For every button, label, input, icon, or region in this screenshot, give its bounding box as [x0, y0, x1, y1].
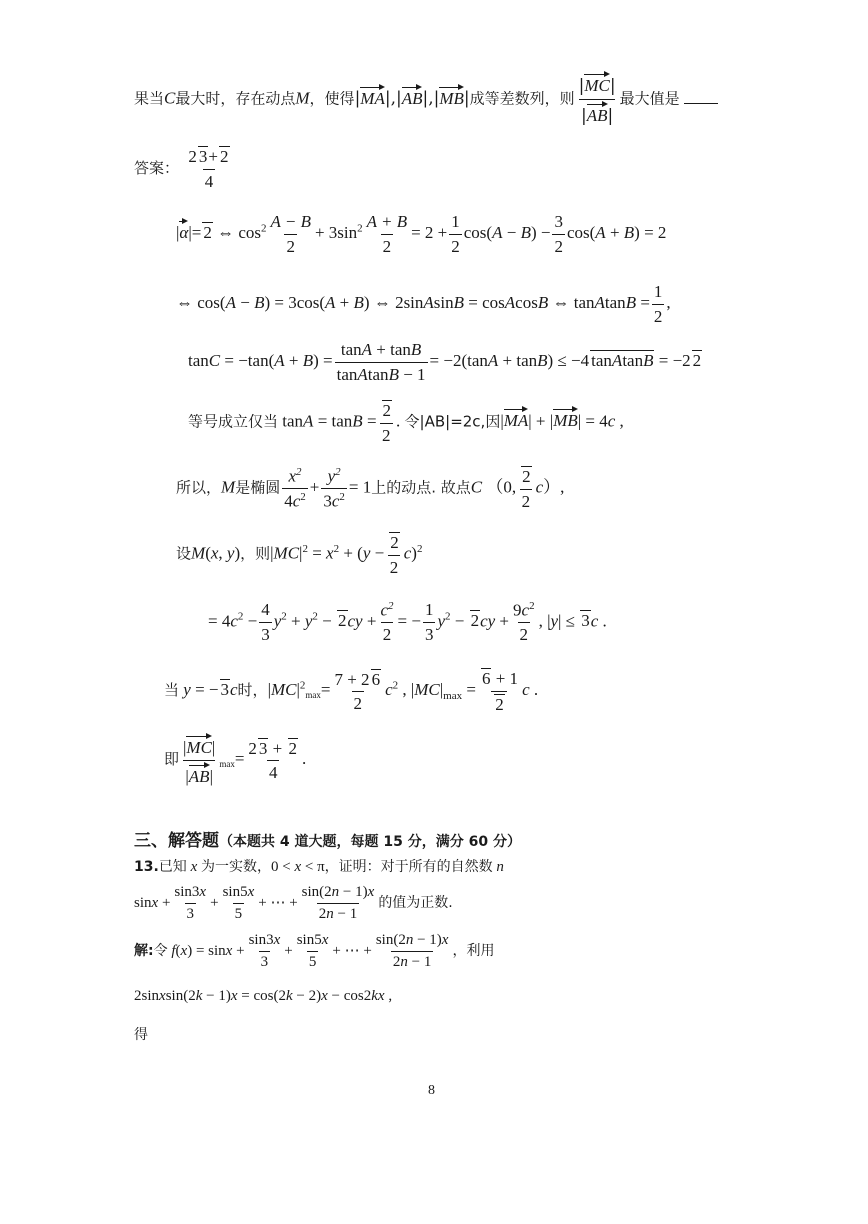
- maximum-line: 当 y = − 3c时，$|MC|^2\max=$ $\frac{7 + 2 6}{2}$ $c^2$ , $|MC|_{max}$ = $\frac{6 + 1}{2}$ c .: [164, 669, 539, 714]
- section-heading: 三、解答题（本题共 4 道大题，每题 15 分，满分 60 分）: [134, 831, 521, 851]
- expansion-line: = $4c^2$ − $\frac{4}{3}$ $y^2 + y^2 - 2cy$ + $\frac{c^2}{2}$ = − $\frac{1}{3}$ $y^2 - 2cy$ + $\frac{9c^2}{2}$ , |y| ≤ 3c .: [208, 600, 607, 645]
- problem-13-statement: 13.已知 x 为一实数，0 < x < π，证明：对于所有的自然数 n: [134, 859, 504, 875]
- ellipse-line: 所以，M是椭圆 $\frac{x^2}{4c^2}$ + $\frac{y^2}{3c^2}$ = 1上的动点. 故点C （0, $\frac{2}{2}$ c）,: [176, 466, 565, 511]
- problem-13-identity: 2sinxsin(2k − 1)x = cos(2k − 2)x − cos2kx ,: [134, 988, 393, 1004]
- problem-13-de: 得: [134, 1027, 148, 1043]
- equation-tan-c: tanC = −tan(A + B) = $\frac{\tan A + \tan B}{\text{tanAtanB − 1}}$ = −2(tanA + tanB) ≤ −4 tanAtanB = −2 2: [188, 340, 702, 384]
- problem-13-solution: 解:令 f(x) = sinx + $\frac{\sin 3x}{3}$ + $\frac{\sin 5x}{5}$ + ⋯ + $\frac{\sin(2n - 1)x}{2n - 1}$ ，利用: [134, 932, 495, 971]
- conclusion-line: 即 $\frac{|MC|}{|AB|}$ max= $\frac{2 3 + 2}{4}$ .: [164, 734, 306, 786]
- answer-blank: [684, 103, 718, 104]
- equation-tan-product: ⇔ cos(A − B) = 3cos(A + B) ⇔ 2sinAsinB = cosAcosB ⇔ tanAtanB = $\frac{1}{2}$ ,: [176, 282, 671, 326]
- problem-statement-line: 果当C最大时，存在动点M，使得|MA|,|AB|,|MB|成等差数列，则 $\frac{|MC|}{|AB|}$ 最大值是: [134, 72, 718, 126]
- set-point-line: 设M(x, y)，则$|MC|^2 = x^2 + (y$ − $\frac{2}{2}$ c)$^2$: [176, 533, 423, 577]
- equation-alpha: |α|= 2 ⇔ $\cos^2$ $\frac{A - B}{2}$ + $3\sin^2$ $\frac{A + B}{2}$ = 2 + $\frac{1}{2}$ cos(A − B) − $\frac{3}{2}$ cos(A + B) = 2: [176, 212, 667, 256]
- page-number: 8: [428, 1083, 435, 1098]
- answer-line: 答案： $\frac{2 3+ 2}{4}$: [134, 147, 229, 191]
- equality-condition: 等号成立仅当 tanA = tanB = $\frac{2}{2}$ . 令|AB|=2c,因|MA| + |MB| = 4c ,: [188, 401, 624, 445]
- problem-13-series: sinx + $\frac{\sin 3x}{3}$ + $\frac{\sin 5x}{5}$ + ⋯ + $\frac{\sin(2n - 1)x}{2n - 1}$ 的值为正数.: [134, 884, 453, 923]
